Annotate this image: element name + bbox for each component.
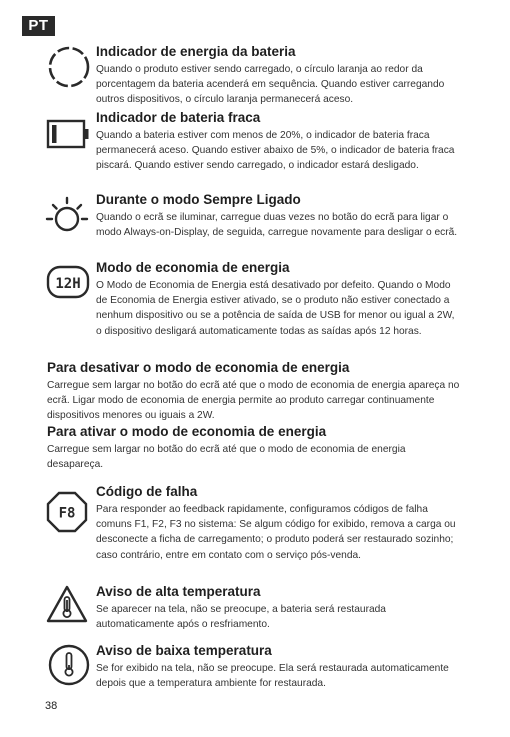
section-body: Quando o produto estiver sendo carregado, o círculo laranja ao redor da porcentagem da bateria acenderá em sequência. Quando estiver carregando outros dispositivos, o círculo laranja permanecerá aceso. — [96, 64, 445, 106]
section-title: Código de falha — [96, 484, 198, 499]
deactivate-section — [47, 360, 462, 424]
section-body: Para responder ao feedback rapidamente, configuramos códigos de falha comuns F1, F2, F3 no sistema: Se algum código for exibido, remova a carga ou desconecte a ficha de carregamento; o produto poderá ser restaurado sozinho; caso contrário, entre em contato com o serviço pós-venda. — [96, 504, 456, 561]
section-body: Se for exibido na tela, não se preocupe. Ela será restaurada automaticamente depois que a temperatura ambiente for restaurada. — [96, 663, 449, 690]
language-badge: PT — [22, 16, 55, 36]
battery-indicator-section — [96, 44, 462, 108]
deactivate-title: Para desativar o modo de economia de energia — [47, 360, 350, 375]
energy-saving-section — [96, 260, 462, 339]
high-temperature-warning-icon — [45, 583, 89, 627]
fault-code-section — [96, 484, 462, 563]
12h-timer-icon — [46, 262, 90, 306]
section-title: Aviso de alta temperatura — [96, 584, 261, 599]
section-title: Modo de economia de energia — [96, 260, 290, 275]
always-on-section — [96, 192, 462, 240]
activate-section — [47, 424, 462, 472]
activate-body: Carregue sem largar no botão do ecrã até que o modo de economia de energia desapareça. — [47, 444, 406, 471]
low-temperature-section — [96, 643, 462, 691]
12h-icon-label: 12H — [55, 276, 81, 292]
low-temperature-warning-icon — [47, 643, 91, 687]
always-on-sun-icon — [45, 195, 89, 239]
page-number: 38 — [45, 700, 58, 712]
low-battery-section — [96, 110, 462, 174]
fault-icon-label: F8 — [58, 505, 76, 522]
section-title: Indicador de energia da bateria — [96, 44, 296, 59]
section-title: Indicador de bateria fraca — [96, 110, 261, 125]
section-body: Se aparecer na tela, não se preocupe, a bateria será restaurada automaticamente após o resfriamento. — [96, 604, 386, 631]
high-temperature-section — [96, 584, 462, 632]
section-title: Durante o modo Sempre Ligado — [96, 192, 301, 207]
deactivate-body: Carregue sem largar no botão do ecrã até que o modo de economia de energia apareça no ecrã. Ligar modo de economia de energia permite ao produto carregar continuamente dispositivos menores ou iguais a 2W. — [47, 380, 460, 422]
section-title: Aviso de baixa temperatura — [96, 643, 272, 658]
battery-ring-icon — [47, 45, 91, 89]
section-body: Quando o ecrã se iluminar, carregue duas vezes no botão do ecrã para ligar o modo Always-on-Display, de seguida, carregue novamente para desligar o ecrã. — [96, 212, 458, 239]
section-body: O Modo de Economia de Energia está desativado por defeito. Quando o Modo de Economia de Energia estiver ativado, se o produto não estiver conectado a nenhum dispositivo ou se a potência de saída de USB for menor ou igual a 2W, o dispositivo desligará automaticamente todas as saídas após 12 horas. — [96, 280, 455, 337]
low-battery-icon — [46, 113, 90, 157]
activate-title: Para ativar o modo de economia de energia — [47, 424, 327, 439]
section-body: Quando a bateria estiver com menos de 20%, o indicador de bateria fraca permanecerá aceso. Quando estiver abaixo de 5%, o indicador de bateria fraca piscará. Quando estiver sendo carregado, o indicador estará desligado. — [96, 130, 455, 172]
fault-code-icon — [45, 490, 89, 534]
